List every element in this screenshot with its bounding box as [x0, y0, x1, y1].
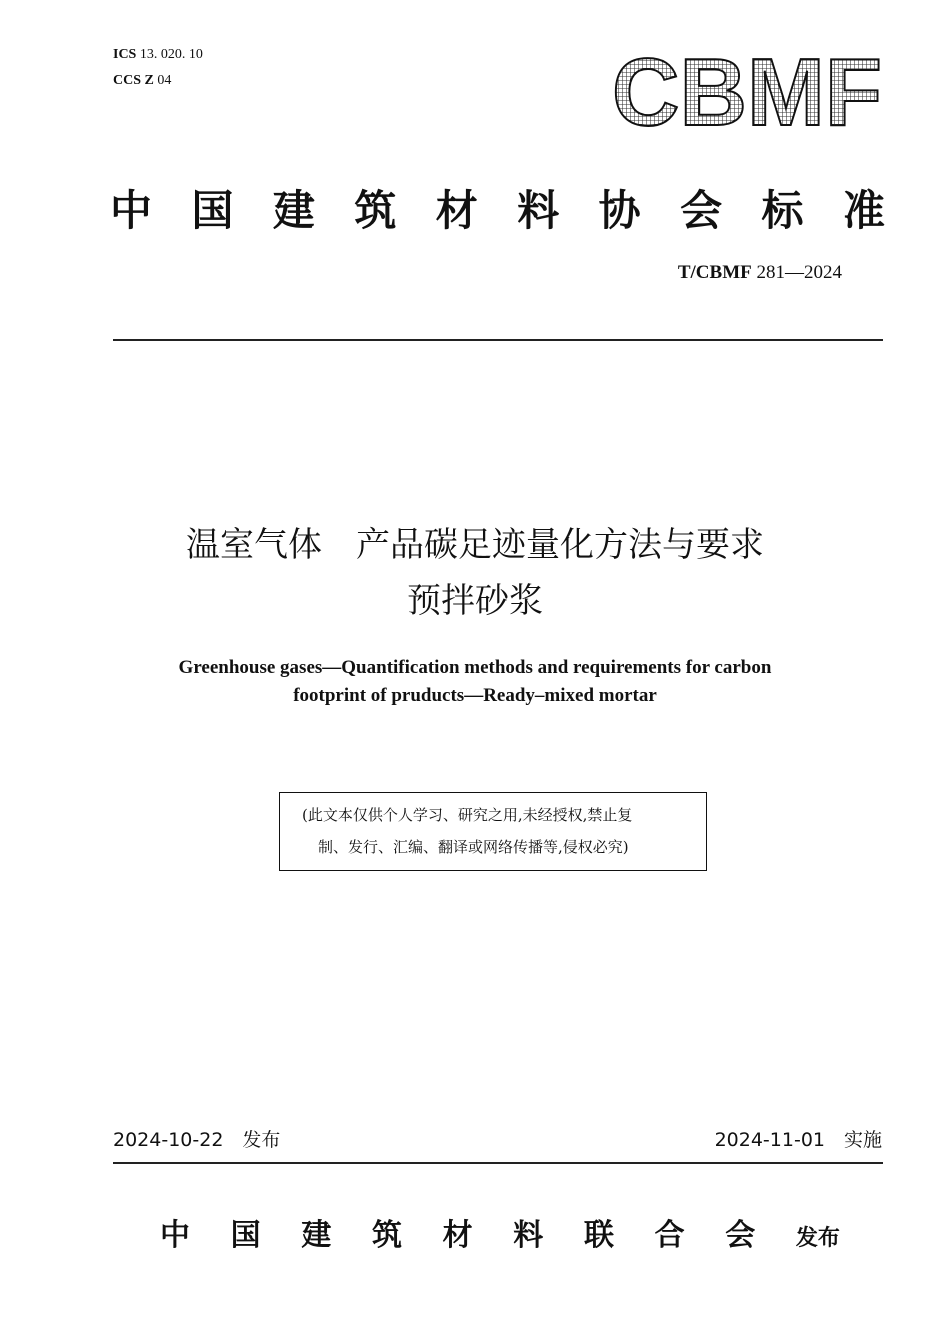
organization-char: 联 — [583, 1218, 614, 1253]
standard-code-prefix: T/CBMF — [677, 262, 752, 283]
notice-line1: (此文本仅供个人学习、研究之用,未经授权,禁止复 — [302, 806, 633, 824]
copyright-notice — [279, 792, 707, 871]
standard-title-char: 中 — [110, 186, 153, 235]
standard-title-char: 标 — [761, 186, 804, 235]
standard-title-char: 准 — [842, 186, 885, 235]
standard-title-char: 筑 — [354, 186, 397, 235]
chinese-title-line2: 预拌砂浆 — [407, 581, 543, 621]
issuing-organization — [160, 1210, 840, 1254]
ics-value: 13. 020. 10 — [139, 47, 203, 62]
standard-title-char: 国 — [191, 186, 234, 235]
standard-title-char: 料 — [517, 186, 560, 235]
cbmf-logo — [610, 52, 885, 132]
organization-char: 合 — [654, 1218, 685, 1253]
standard-category-title — [110, 178, 885, 238]
organization-char: 会 — [725, 1218, 756, 1253]
ics-label: ICS — [113, 47, 137, 62]
classification-codes — [113, 42, 203, 94]
english-title-line1: Greenhouse gases—Quantification methods and requirements for carbon — [178, 657, 772, 678]
organization-char: 材 — [442, 1218, 473, 1253]
organization-char: 建 — [301, 1218, 332, 1253]
ccs-label: CCS Z — [113, 73, 154, 88]
implementation-date: 2024-11-01 实施 — [714, 1129, 882, 1151]
ccs-value: 04 — [157, 73, 172, 88]
standard-title-char: 会 — [680, 186, 723, 235]
publish-label: 发布 — [795, 1225, 840, 1251]
chinese-title-line1: 温室气体 产品碳足迹量化方法与要求 — [186, 525, 764, 565]
standard-title-char: 建 — [272, 186, 315, 235]
standard-code — [678, 262, 842, 284]
bottom-divider — [113, 1162, 883, 1164]
standard-code-number: 281—2024 — [756, 262, 842, 283]
organization-char: 筑 — [371, 1218, 402, 1253]
standard-title-char: 材 — [435, 186, 478, 235]
organization-char: 国 — [230, 1218, 261, 1253]
ccs-code — [113, 68, 203, 94]
notice-line2: 制、发行、汇编、翻译或网络传播等,侵权必究) — [318, 838, 629, 856]
publish-date: 2024-10-22 发布 — [113, 1129, 281, 1151]
standard-title-char: 协 — [598, 186, 641, 235]
top-divider — [113, 339, 883, 341]
organization-char: 料 — [513, 1218, 544, 1253]
english-title-line2: footprint of pruducts—Ready–mixed mortar — [293, 685, 657, 706]
organization-char: 中 — [160, 1218, 190, 1253]
cbmf-logo-text: CBMF — [612, 52, 882, 132]
ics-code — [113, 42, 203, 68]
